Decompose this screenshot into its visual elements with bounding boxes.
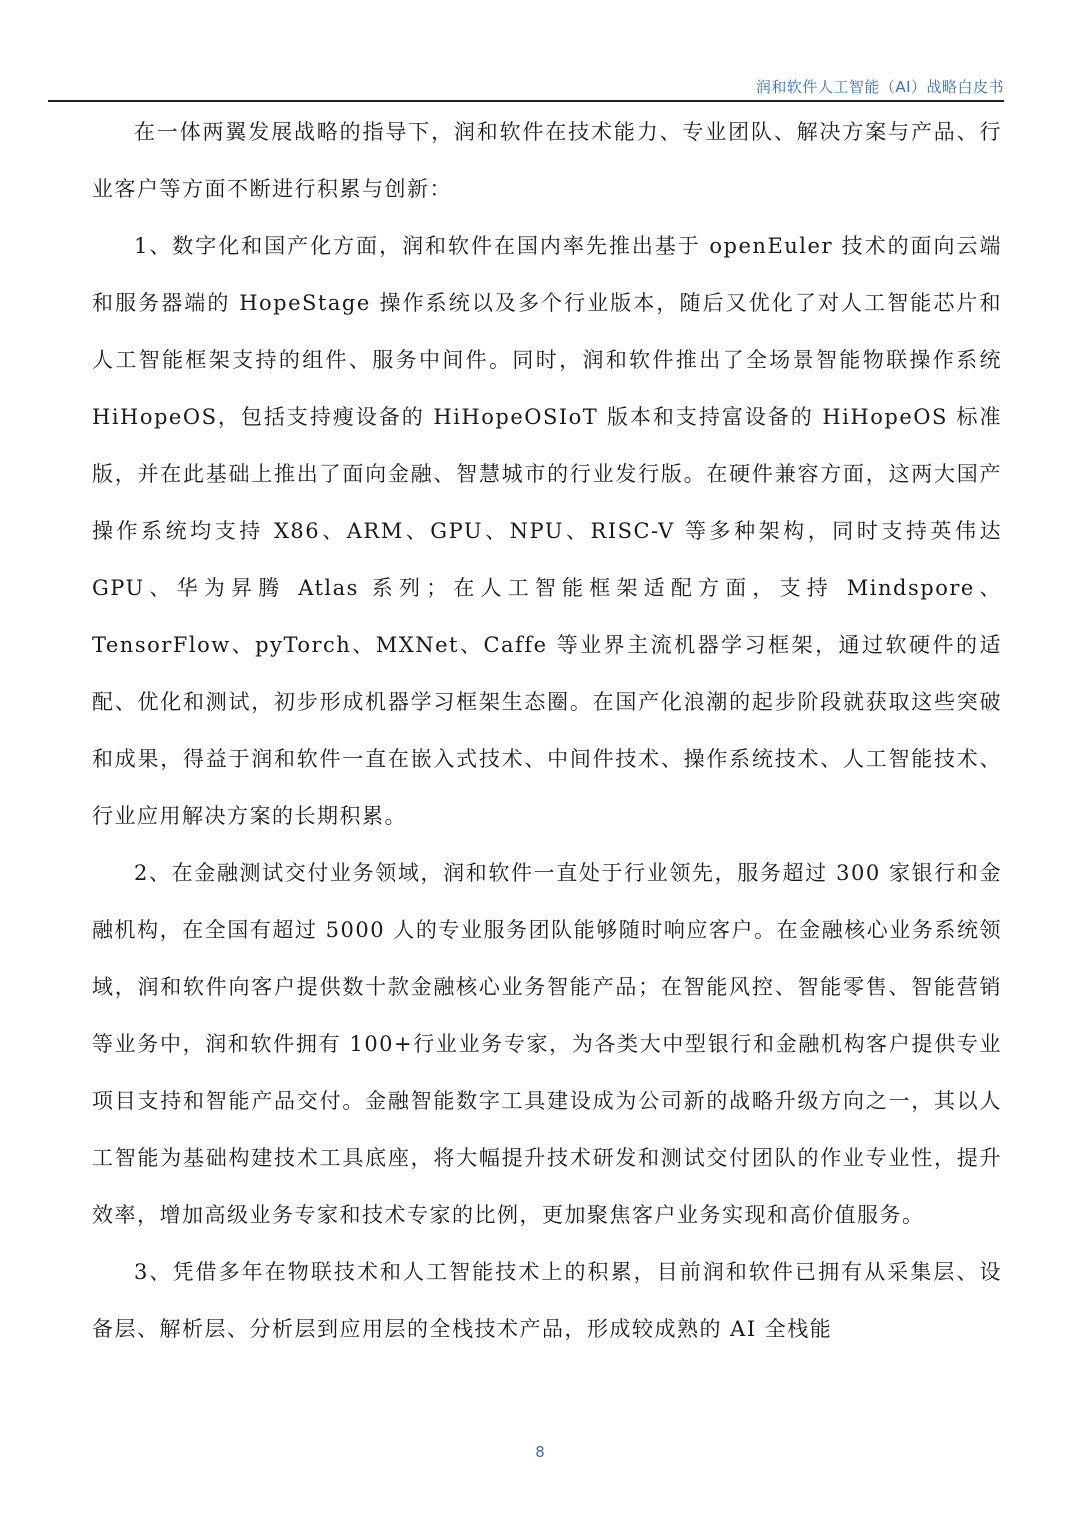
paragraph-intro: 在一体两翼发展战略的指导下，润和软件在技术能力、专业团队、解决方案与产品、行业客户等方面不断进行积累与创新：	[92, 120, 1002, 201]
page-header	[48, 74, 1004, 102]
paragraph-2-finance: 2、在金融测试交付业务领域，润和软件一直处于行业领先，服务超过 300 家银行和金融机构，在全国有超过 5000 人的专业服务团队能够随时响应客户。在金融核心业务系统领域，润和软件向客户提供数十款金融核心业务智能产品；在智能风控、智能零售、智能营销等业务中，润和软件拥有 100+行业业务专家，为各类大中型银行和金融机构客户提供专业项目支持和智能产品交付。金融智能数字工具建设成为公司新的战略升级方向之一，其以人工智能为基础构建技术工具底座，将大幅提升技术研发和测试交付团队的作业专业性，提升效率，增加高级业务专家和技术专家的比例，更加聚焦客户业务实现和高价值服务。	[92, 861, 1002, 1227]
paragraph-3-iot-ai: 3、凭借多年在物联技术和人工智能技术上的积累，目前润和软件已拥有从采集层、设备层、解析层、分析层到应用层的全栈技术产品，形成较成熟的 AI 全栈能	[92, 1260, 1002, 1341]
header-title: 润和软件人工智能（AI）战略白皮书	[755, 78, 1004, 96]
document-body	[92, 104, 1002, 1358]
page-number: 8	[535, 1443, 545, 1461]
header-divider	[48, 100, 1004, 102]
paragraph-1-digital-localization: 1、数字化和国产化方面，润和软件在国内率先推出基于 openEuler 技术的面向云端和服务器端的 HopeStage 操作系统以及多个行业版本，随后又优化了对人工智能芯片和人工智能框架支持的组件、服务中间件。同时，润和软件推出了全场景智能物联操作系统 HiHopeOS，包括支持瘦设备的 HiHopeOSIoT 版本和支持富设备的 HiHopeOS 标准版，并在此基础上推出了面向金融、智慧城市的行业发行版。在硬件兼容方面，这两大国产操作系统均支持 X86、ARM、GPU、NPU、RISC-V 等多种架构，同时支持英伟达 GPU、华为昇腾 Atlas 系列；在人工智能框架适配方面，支持 Mindspore、TensorFlow、pyTorch、MXNet、Caffe 等业界主流机器学习框架，通过软硬件的适配、优化和测试，初步形成机器学习框架生态圈。在国产化浪潮的起步阶段就获取这些突破和成果，得益于润和软件一直在嵌入式技术、中间件技术、操作系统技术、人工智能技术、行业应用解决方案的长期积累。	[92, 234, 1002, 828]
